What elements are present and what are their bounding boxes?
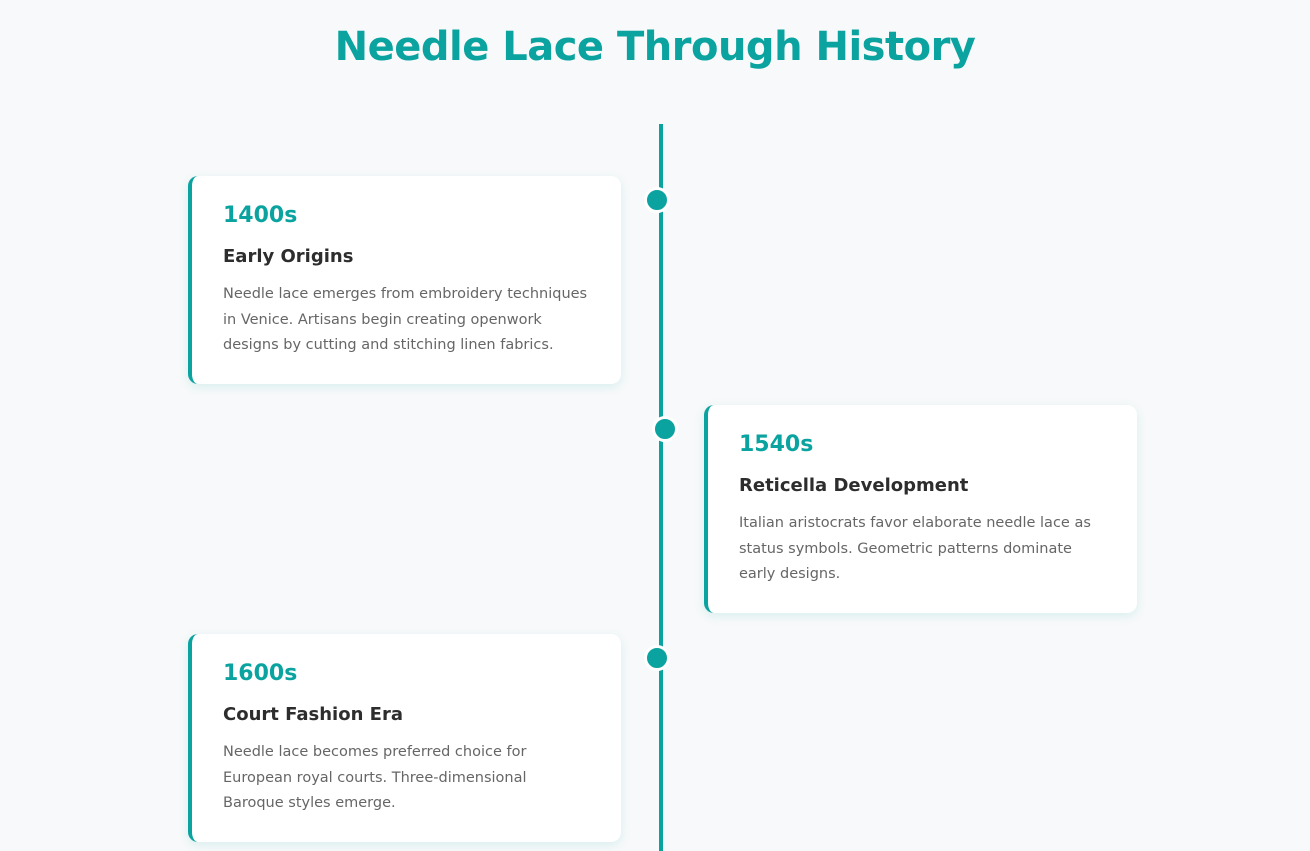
- event-description: Needle lace becomes preferred choice for European royal courts. Three-dimensional Baroque styles emerge.: [223, 744, 527, 811]
- event-year: 1600s: [223, 661, 298, 686]
- event-description: Needle lace emerges from embroidery techniques in Venice. Artisans begin creating openwork designs by cutting and stitching linen fabrics.: [223, 286, 588, 353]
- event-title: Court Fashion Era: [223, 704, 403, 725]
- timeline-dot: [652, 416, 678, 442]
- timeline-dot: [644, 187, 670, 213]
- timeline-card: [188, 634, 621, 842]
- event-year: 1400s: [223, 203, 298, 228]
- timeline-line: [659, 124, 663, 851]
- event-title: Early Origins: [223, 246, 354, 267]
- event-year: 1540s: [739, 432, 814, 457]
- timeline-card: [704, 405, 1137, 613]
- page-title: Needle Lace Through History: [334, 24, 976, 70]
- timeline-dot: [644, 645, 670, 671]
- event-description: Italian aristocrats favor elaborate needle lace as status symbols. Geometric patterns dominate early designs.: [739, 515, 1091, 582]
- timeline-card: [188, 176, 621, 384]
- event-title: Reticella Development: [739, 475, 969, 496]
